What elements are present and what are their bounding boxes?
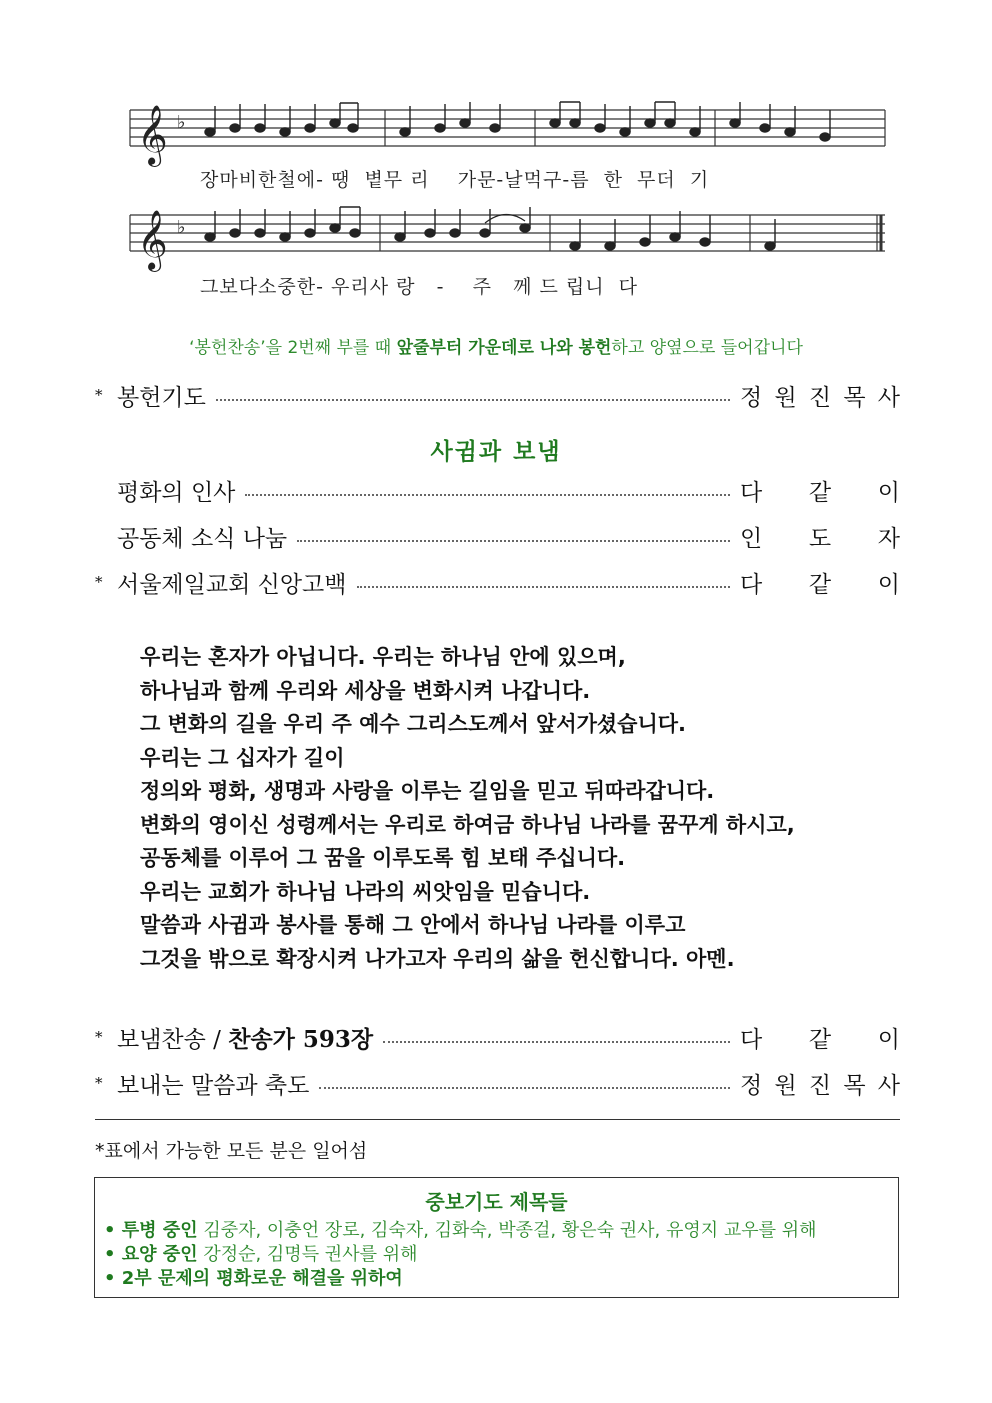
leader-char: 정	[740, 384, 763, 411]
hymn-lyrics-line-1: 장마비한철에- 땡 볕무 리 가문-날먹구-름 한 무더 기	[200, 169, 710, 191]
music-staff-2	[125, 205, 890, 275]
dot-leader	[216, 389, 730, 401]
order-item-benediction	[95, 1066, 900, 1100]
leader-char: 이	[877, 1026, 900, 1053]
leader-char: 이	[877, 479, 900, 506]
leader-char: 목	[843, 1072, 866, 1099]
prayer-topic-text: 김중자, 이충언 장로, 김숙자, 김화숙, 박종걸, 황은숙 권사, 유영지 교우를 위해	[197, 1220, 817, 1241]
order-item-leader	[740, 520, 900, 553]
svg-text:𝄞: 𝄞	[137, 105, 168, 165]
confession-line: 그것을 밖으로 확장시켜 나가고자 우리의 삶을 헌신합니다. 아멘.	[140, 946, 735, 971]
leader-char: 사	[877, 1072, 900, 1099]
prayer-topics-box	[94, 1177, 899, 1298]
prayer-topic-item	[104, 1243, 898, 1267]
confession-line: 우리는 교회가 하나님 나라의 씨앗임을 믿습니다.	[140, 879, 591, 904]
leader-char: 다	[740, 571, 763, 598]
prayer-topic-heading: • 투병 중인	[104, 1220, 198, 1241]
prayer-topics-title: 중보기도 제목들	[425, 1190, 568, 1214]
offering-instruction-emphasis: 앞줄부터 가운데로 나와 봉헌	[396, 338, 612, 358]
leader-char: 도	[808, 525, 832, 552]
leader-char: 원	[774, 384, 797, 411]
divider	[95, 1119, 900, 1120]
leader-char: 사	[877, 384, 900, 411]
leader-char: 원	[774, 1072, 797, 1099]
prayer-topic-heading: • 2부 문제의 평화로운 해결을 위하여	[104, 1268, 403, 1289]
dot-leader	[297, 530, 730, 542]
confession-text	[140, 641, 920, 976]
order-item-leader	[740, 379, 900, 412]
leader-char: 정	[740, 1072, 763, 1099]
confession-line: 정의와 평화, 생명과 사랑을 이루는 길임을 믿고 뒤따라갑니다.	[140, 779, 715, 803]
order-item-leader	[740, 1067, 900, 1100]
standing-mark: *	[95, 386, 103, 404]
prayer-topic-item	[104, 1267, 898, 1291]
offering-instruction	[0, 333, 992, 358]
standing-footnote: *표에서 가능한 모든 분은 일어섬	[95, 1140, 368, 1162]
leader-char: 같	[808, 1026, 832, 1053]
dot-leader	[383, 1031, 730, 1043]
order-item-label: 서울제일교회 신앙고백	[117, 571, 347, 598]
standing-mark: *	[95, 1074, 103, 1092]
leader-char: 진	[808, 1072, 832, 1099]
standing-mark: *	[95, 573, 103, 591]
order-item-leader	[740, 566, 900, 599]
prayer-topic-item	[104, 1219, 898, 1243]
confession-line: 그 변화의 길을 우리 주 예수 그리스도께서 앞서가셨습니다.	[140, 712, 687, 736]
leader-char: 목	[843, 384, 866, 411]
order-item-community-news	[95, 519, 900, 553]
leader-char: 이	[877, 571, 900, 598]
hymn-lyrics-line-2: 그보다소중한- 우리사 랑 - 주 께 드 립니 다	[200, 276, 639, 298]
order-item-label: 봉헌기도	[117, 384, 206, 411]
svg-text:𝄞: 𝄞	[137, 210, 168, 270]
order-item-sending-hymn	[95, 1020, 900, 1054]
leader-char: 진	[808, 384, 832, 411]
prayer-topic-text: 강정순, 김명득 권사를 위해	[197, 1244, 418, 1265]
dot-leader	[357, 576, 731, 588]
sending-hymn-label: 보냄찬송 /	[117, 1026, 229, 1053]
section-title: 사귐과 보냄	[430, 439, 562, 465]
confession-line: 공동체를 이루어 그 꿈을 이루도록 힘 보태 주십니다.	[140, 846, 626, 870]
leader-char: 인	[740, 525, 763, 552]
order-item-creed	[95, 565, 900, 599]
leader-char: 같	[808, 479, 832, 506]
leader-char: 다	[740, 1026, 763, 1053]
offering-instruction-part1: ‘봉헌찬송’을 2번째 부를 때	[189, 338, 397, 358]
standing-mark: *	[95, 1028, 103, 1046]
leader-char: 같	[808, 571, 832, 598]
confession-line: 하나님과 함께 우리와 세상을 변화시켜 나갑니다.	[140, 678, 591, 703]
order-item-peace-greeting	[95, 473, 900, 507]
order-item-leader	[740, 1021, 900, 1054]
order-item-leader	[740, 474, 900, 507]
order-item-label: 평화의 인사	[117, 479, 236, 506]
confession-line: 우리는 혼자가 아닙니다. 우리는 하나님 안에 있으며,	[140, 645, 626, 669]
order-item-label: 공동체 소식 나눔	[117, 525, 288, 552]
order-item-label	[117, 1021, 373, 1054]
dot-leader	[319, 1077, 730, 1089]
order-item-offering-prayer	[95, 378, 900, 412]
prayer-topic-heading: • 요양 중인	[104, 1244, 198, 1265]
order-item-label: 보내는 말씀과 축도	[117, 1072, 310, 1099]
svg-text:♭: ♭	[177, 112, 186, 133]
confession-line: 우리는 그 십자가 길이	[140, 745, 345, 770]
confession-line: 변화의 영이신 성령께서는 우리로 하여금 하나님 나라를 꿈꾸게 하시고,	[140, 812, 795, 837]
leader-char: 자	[877, 525, 900, 552]
offering-instruction-part2: 하고 양옆으로 들어갑니다	[611, 338, 803, 358]
confession-line: 말씀과 사귐과 봉사를 통해 그 안에서 하나님 나라를 이루고	[140, 913, 686, 937]
music-staff-1	[125, 100, 890, 170]
hymn-number: 찬송가 593장	[228, 1025, 374, 1053]
dot-leader	[245, 484, 730, 496]
svg-text:♭: ♭	[177, 217, 186, 238]
leader-char: 다	[740, 479, 763, 506]
